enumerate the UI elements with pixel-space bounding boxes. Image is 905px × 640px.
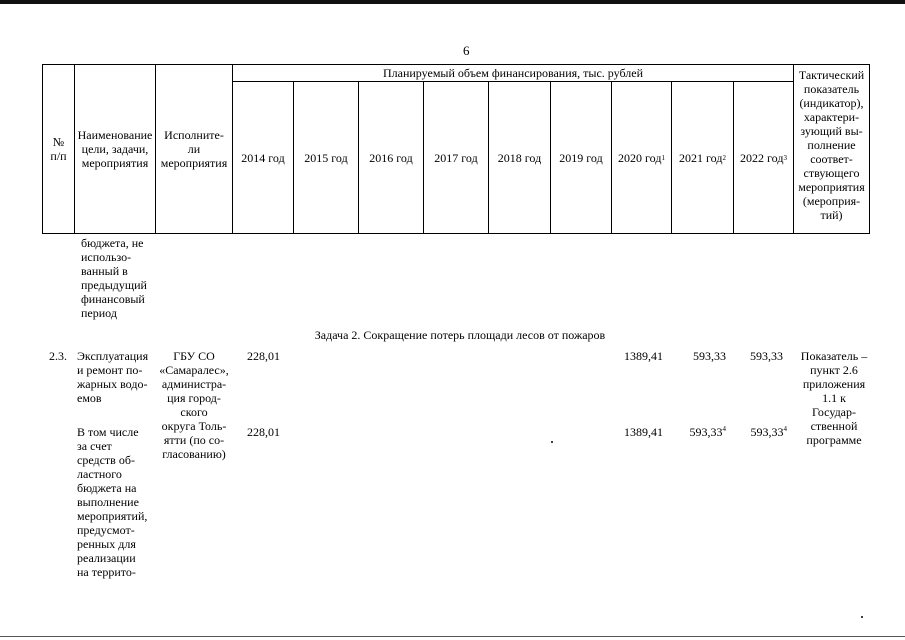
top-border — [0, 0, 905, 4]
table-header — [42, 64, 870, 234]
vline-13 — [869, 64, 870, 234]
header-year-2015: 2015 год — [304, 150, 348, 165]
page-number: 6 — [463, 43, 470, 58]
header-year-2020: 2020 год 1 — [618, 150, 665, 165]
header-year-2014: 2014 год — [241, 150, 285, 165]
header-year-2016: 2016 год — [369, 150, 413, 165]
scan-speck — [861, 616, 863, 618]
header-year-2017: 2017 год — [434, 150, 478, 165]
row-2-3-num: 2.3. — [49, 349, 67, 363]
header-executor: Исполните- ли мероприятия — [160, 128, 228, 170]
row-2-3-executor: ГБУ СО «Самаралес», администра- ция город- ского округа Толь- ятти (по со- гласованию) — [159, 349, 229, 461]
row-sub-2022: 593,33$^4$ — [750, 425, 787, 439]
row-sub-2021: 593,33$^4$ — [689, 425, 726, 439]
scan-speck — [551, 441, 553, 443]
header-name: Наименование цели, задачи, мероприятия — [77, 128, 153, 170]
bottom-border — [0, 636, 905, 637]
row-sub-2020: 1389,41 — [624, 425, 663, 439]
row-2-3-2014: 228,01 — [247, 349, 280, 363]
header-financing-group: Планируемый объем финансирования, тыс. рублей — [382, 66, 643, 80]
continuation-text: бюджета, не использо- ванный в предыдущий финансовый период — [81, 236, 147, 320]
row-2-3-2021: 593,33 — [693, 349, 726, 363]
row-sub-2014: 228,01 — [247, 425, 280, 439]
header-year-2021: 2021 год 2 — [679, 150, 726, 165]
table-border-bottom — [42, 233, 870, 234]
row-2-3-2022: 593,33 — [750, 349, 783, 363]
header-year-2018: 2018 год — [497, 150, 542, 165]
header-num: № п/п — [50, 135, 67, 163]
header-indicator: Тактический показатель (индикатор), характери- зующий вы- полнение соответ- ствующего мероприятия (мероприя- тий) — [798, 68, 865, 222]
task-heading: Задача 2. Сокращение потерь площади лесов от пожаров — [314, 328, 606, 342]
row-2-3-name: Эксплуатация и ремонт по- жарных водо- емов — [77, 349, 149, 405]
header-year-2019: 2019 год — [559, 150, 603, 165]
row-2-3-2020: 1389,41 — [624, 349, 663, 363]
row-2-3-indicator: Показатель – пункт 2.6 приложения 1.1 к Государ- ственной программе — [800, 349, 868, 447]
row-sub-name: В том числе за счет средств об- ластного бюджета на выполнение мероприятий, предусмот- ренных для реализации на террито- — [77, 425, 148, 579]
header-year-2022: 2022 год 3 — [740, 150, 787, 165]
